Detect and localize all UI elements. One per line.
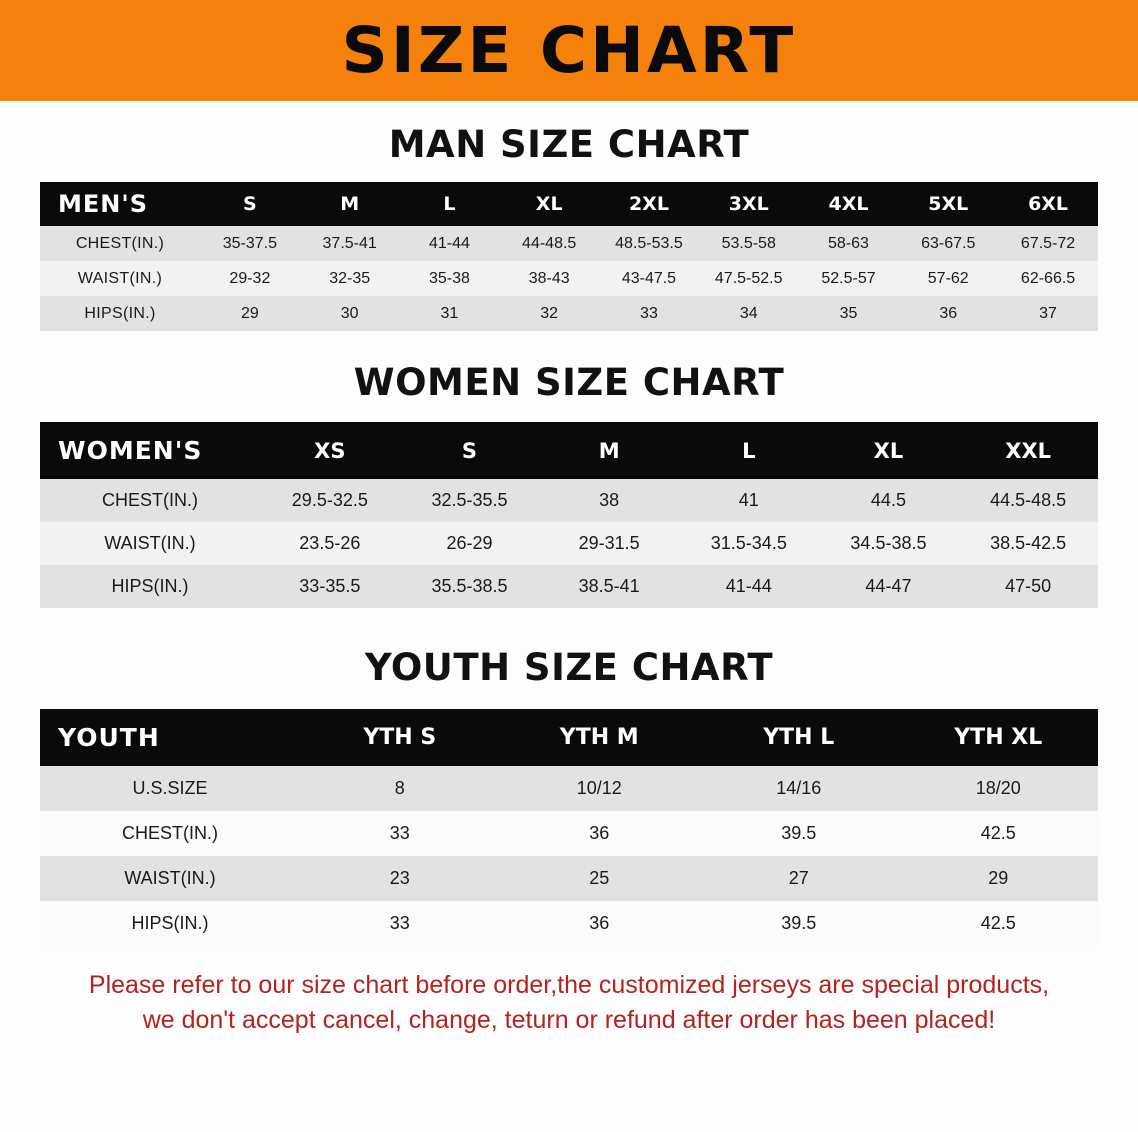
table-row [40,856,1098,901]
cell: 29-32 [200,261,300,296]
cell: 39.5 [699,811,899,856]
cell: 34.5-38.5 [819,522,959,565]
cell: 62-66.5 [998,261,1098,296]
women-corner-label: WOMEN'S [40,422,260,479]
cell: 26-29 [400,522,540,565]
cell: 44.5-48.5 [958,479,1098,522]
youth-table-wrap [0,709,1138,946]
cell: 8 [300,766,500,811]
man-table-wrap [0,182,1138,331]
cell: 23.5-26 [260,522,400,565]
row-label: CHEST(IN.) [40,226,200,261]
cell: 33 [599,296,699,331]
youth-table-head [40,709,1098,766]
cell: 38 [539,479,679,522]
cell: 32-35 [300,261,400,296]
cell: 25 [500,856,700,901]
women-header-cell: XL [819,422,959,479]
cell: 44-47 [819,565,959,608]
cell: 32.5-35.5 [400,479,540,522]
cell: 47.5-52.5 [699,261,799,296]
youth-header-cell: YTH XL [899,709,1099,766]
cell: 36 [898,296,998,331]
disclaimer-line-1: Please refer to our size chart before order,the customized jerseys are special products, [88,971,1050,999]
cell: 38-43 [499,261,599,296]
cell: 44.5 [819,479,959,522]
cell: 39.5 [699,901,899,946]
women-header-cell: M [539,422,679,479]
man-size-table [40,182,1098,331]
cell: 37 [998,296,1098,331]
cell: 32 [499,296,599,331]
row-label: WAIST(IN.) [40,261,200,296]
women-size-table [40,422,1098,608]
man-section-title: MAN SIZE CHART [388,123,750,166]
disclaimer-line-2: we don't accept cancel, change, teturn or refund after order has been placed! [142,1005,996,1034]
cell: 63-67.5 [898,226,998,261]
man-header-cell: L [400,182,500,226]
table-header-row [40,182,1098,226]
cell: 33 [300,901,500,946]
cell: 35-38 [400,261,500,296]
cell: 38.5-42.5 [958,522,1098,565]
women-section-title: WOMEN SIZE CHART [353,361,785,404]
cell: 10/12 [500,766,700,811]
cell: 41-44 [679,565,819,608]
man-table-body [40,226,1098,331]
man-header-cell: 6XL [998,182,1098,226]
cell: 33-35.5 [260,565,400,608]
table-row [40,522,1098,565]
women-table-wrap [0,422,1138,608]
row-label: U.S.SIZE [40,766,300,811]
table-row [40,766,1098,811]
man-header-cell: 5XL [898,182,998,226]
cell: 35 [799,296,899,331]
women-table-head [40,422,1098,479]
women-header-cell: XXL [958,422,1098,479]
cell: 36 [500,811,700,856]
cell: 14/16 [699,766,899,811]
cell: 48.5-53.5 [599,226,699,261]
man-table-head [40,182,1098,226]
table-row [40,811,1098,856]
cell: 44-48.5 [499,226,599,261]
youth-header-cell: YTH M [500,709,700,766]
women-table-body [40,479,1098,608]
page-title: SIZE CHART [341,14,797,87]
youth-corner-label: YOUTH [40,709,300,766]
man-header-cell: S [200,182,300,226]
man-header-cell: 2XL [599,182,699,226]
man-header-cell: M [300,182,400,226]
row-label: HIPS(IN.) [40,565,260,608]
cell: 23 [300,856,500,901]
table-row [40,226,1098,261]
cell: 47-50 [958,565,1098,608]
youth-section-title: YOUTH SIZE CHART [364,646,774,689]
cell: 29 [200,296,300,331]
cell: 31 [400,296,500,331]
cell: 42.5 [899,811,1099,856]
table-row [40,565,1098,608]
man-header-cell: 4XL [799,182,899,226]
cell: 41 [679,479,819,522]
row-label: CHEST(IN.) [40,479,260,522]
cell: 34 [699,296,799,331]
women-header-cell: S [400,422,540,479]
table-row [40,901,1098,946]
cell: 31.5-34.5 [679,522,819,565]
cell: 41-44 [400,226,500,261]
cell: 67.5-72 [998,226,1098,261]
disclaimer-note [34,968,1104,1037]
youth-header-cell: YTH L [699,709,899,766]
page-banner [0,0,1138,101]
row-label: WAIST(IN.) [40,856,300,901]
cell: 29.5-32.5 [260,479,400,522]
cell: 18/20 [899,766,1099,811]
cell: 30 [300,296,400,331]
cell: 57-62 [898,261,998,296]
cell: 27 [699,856,899,901]
cell: 38.5-41 [539,565,679,608]
man-header-cell: XL [499,182,599,226]
youth-header-cell: YTH S [300,709,500,766]
cell: 33 [300,811,500,856]
table-header-row [40,709,1098,766]
cell: 52.5-57 [799,261,899,296]
cell: 29 [899,856,1099,901]
row-label: HIPS(IN.) [40,901,300,946]
cell: 43-47.5 [599,261,699,296]
cell: 35-37.5 [200,226,300,261]
cell: 58-63 [799,226,899,261]
cell: 29-31.5 [539,522,679,565]
table-header-row [40,422,1098,479]
cell: 35.5-38.5 [400,565,540,608]
cell: 53.5-58 [699,226,799,261]
man-corner-label: MEN'S [40,182,200,226]
cell: 37.5-41 [300,226,400,261]
women-header-cell: XS [260,422,400,479]
youth-size-table [40,709,1098,946]
table-row [40,261,1098,296]
row-label: HIPS(IN.) [40,296,200,331]
table-row [40,296,1098,331]
man-header-cell: 3XL [699,182,799,226]
women-header-cell: L [679,422,819,479]
cell: 42.5 [899,901,1099,946]
row-label: CHEST(IN.) [40,811,300,856]
table-row [40,479,1098,522]
row-label: WAIST(IN.) [40,522,260,565]
youth-table-body [40,766,1098,946]
cell: 36 [500,901,700,946]
